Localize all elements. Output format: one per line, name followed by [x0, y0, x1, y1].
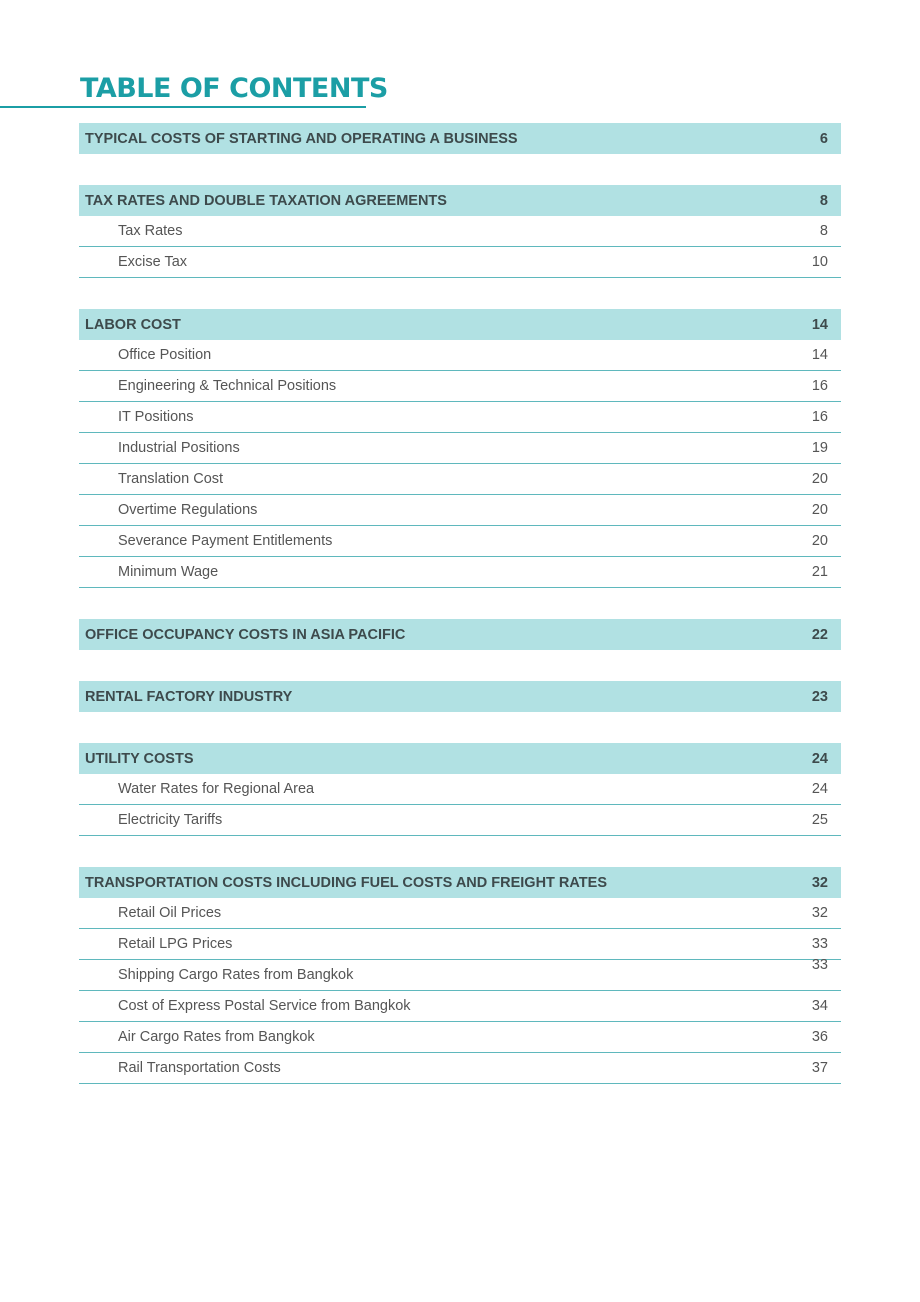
entry-label: Overtime Regulations: [118, 502, 258, 518]
entry-page-number: 14: [811, 347, 828, 363]
entry-page-number: 20: [811, 533, 828, 549]
entry-page-number: 20: [811, 502, 828, 518]
toc-entry[interactable]: [79, 929, 841, 960]
section-title: LABOR COST: [85, 316, 181, 333]
entry-label: Office Position: [118, 347, 212, 363]
toc-entry[interactable]: [79, 371, 841, 402]
toc-entry[interactable]: [79, 526, 841, 557]
section-page-number: 6: [819, 130, 828, 147]
section-title: UTILITY COSTS: [85, 750, 194, 767]
section-title: OFFICE OCCUPANCY COSTS IN ASIA PACIFIC: [85, 626, 406, 643]
section-title: TYPICAL COSTS OF STARTING AND OPERATING A BUSINESS: [85, 130, 518, 147]
page-title: TABLE OF CONTENTS: [80, 73, 388, 104]
toc-entry[interactable]: [79, 433, 841, 464]
entry-page-number: 19: [811, 440, 828, 456]
toc-entry[interactable]: [79, 216, 841, 247]
entry-page-number: 24: [811, 781, 828, 797]
section-page-number: 8: [819, 192, 828, 209]
entry-page-number: 33: [811, 936, 828, 952]
entry-label: Retail Oil Prices: [118, 905, 222, 921]
section-title: TAX RATES AND DOUBLE TAXATION AGREEMENTS: [85, 192, 447, 209]
title-underline: [0, 106, 366, 108]
entry-page-number: 16: [811, 409, 828, 425]
toc-entry[interactable]: [79, 898, 841, 929]
entry-page-number: 32: [811, 905, 828, 921]
entry-label: Industrial Positions: [118, 440, 240, 456]
section-page-number: 22: [811, 626, 828, 643]
entry-page-number: 21: [811, 564, 828, 580]
entry-label: Retail LPG Prices: [118, 936, 233, 952]
toc-section-header[interactable]: [79, 309, 841, 340]
toc-entry[interactable]: [79, 1022, 841, 1053]
toc-section: [79, 185, 841, 278]
toc-section: [79, 743, 841, 836]
toc-entry[interactable]: [79, 340, 841, 371]
entry-page-number: 33: [811, 957, 828, 973]
section-page-number: 24: [811, 750, 828, 767]
table-of-contents: [79, 123, 841, 1115]
entry-label: Water Rates for Regional Area: [118, 781, 315, 797]
entry-label: Cost of Express Postal Service from Bangkok: [118, 998, 411, 1014]
entry-label: Tax Rates: [118, 223, 183, 239]
entry-page-number: 37: [811, 1060, 828, 1076]
toc-entry[interactable]: [79, 991, 841, 1022]
toc-section: [79, 681, 841, 712]
entry-label: IT Positions: [118, 409, 194, 425]
entry-page-number: 36: [811, 1029, 828, 1045]
entry-page-number: 25: [811, 812, 828, 828]
section-page-number: 23: [811, 688, 828, 705]
toc-section-header[interactable]: [79, 185, 841, 216]
entry-page-number: 34: [811, 998, 828, 1014]
section-title: TRANSPORTATION COSTS INCLUDING FUEL COSTS AND FREIGHT RATES: [85, 874, 607, 891]
toc-entry[interactable]: [79, 557, 841, 588]
entry-label: Excise Tax: [118, 254, 188, 270]
entry-page-number: 20: [811, 471, 828, 487]
toc-section: [79, 867, 841, 1084]
entry-label: Translation Cost: [118, 471, 224, 487]
toc-entry[interactable]: [79, 805, 841, 836]
entry-label: Severance Payment Entitlements: [118, 533, 333, 549]
toc-section-header[interactable]: [79, 123, 841, 154]
entry-page-number: 10: [811, 254, 828, 270]
section-title: RENTAL FACTORY INDUSTRY: [85, 688, 293, 705]
toc-entry[interactable]: [79, 464, 841, 495]
entry-label: Air Cargo Rates from Bangkok: [118, 1029, 315, 1045]
toc-entry[interactable]: [79, 495, 841, 526]
section-page-number: 14: [811, 316, 828, 333]
toc-section: [79, 309, 841, 588]
entry-label: Shipping Cargo Rates from Bangkok: [118, 967, 354, 983]
entry-label: Engineering & Technical Positions: [118, 378, 337, 394]
toc-entry[interactable]: [79, 1053, 841, 1084]
toc-entry[interactable]: [79, 774, 841, 805]
entry-page-number: 8: [819, 223, 828, 239]
toc-section-header[interactable]: [79, 743, 841, 774]
toc-section-header[interactable]: [79, 867, 841, 898]
toc-entry[interactable]: [79, 957, 841, 991]
entry-label: Rail Transportation Costs: [118, 1060, 281, 1076]
toc-entry[interactable]: [79, 402, 841, 433]
toc-section-header[interactable]: [79, 619, 841, 650]
entry-label: Electricity Tariffs: [118, 812, 223, 828]
toc-section: [79, 123, 841, 154]
toc-entry[interactable]: [79, 247, 841, 278]
section-page-number: 32: [811, 874, 828, 891]
toc-section-header[interactable]: [79, 681, 841, 712]
toc-section: [79, 619, 841, 650]
entry-page-number: 16: [811, 378, 828, 394]
entry-label: Minimum Wage: [118, 564, 219, 580]
